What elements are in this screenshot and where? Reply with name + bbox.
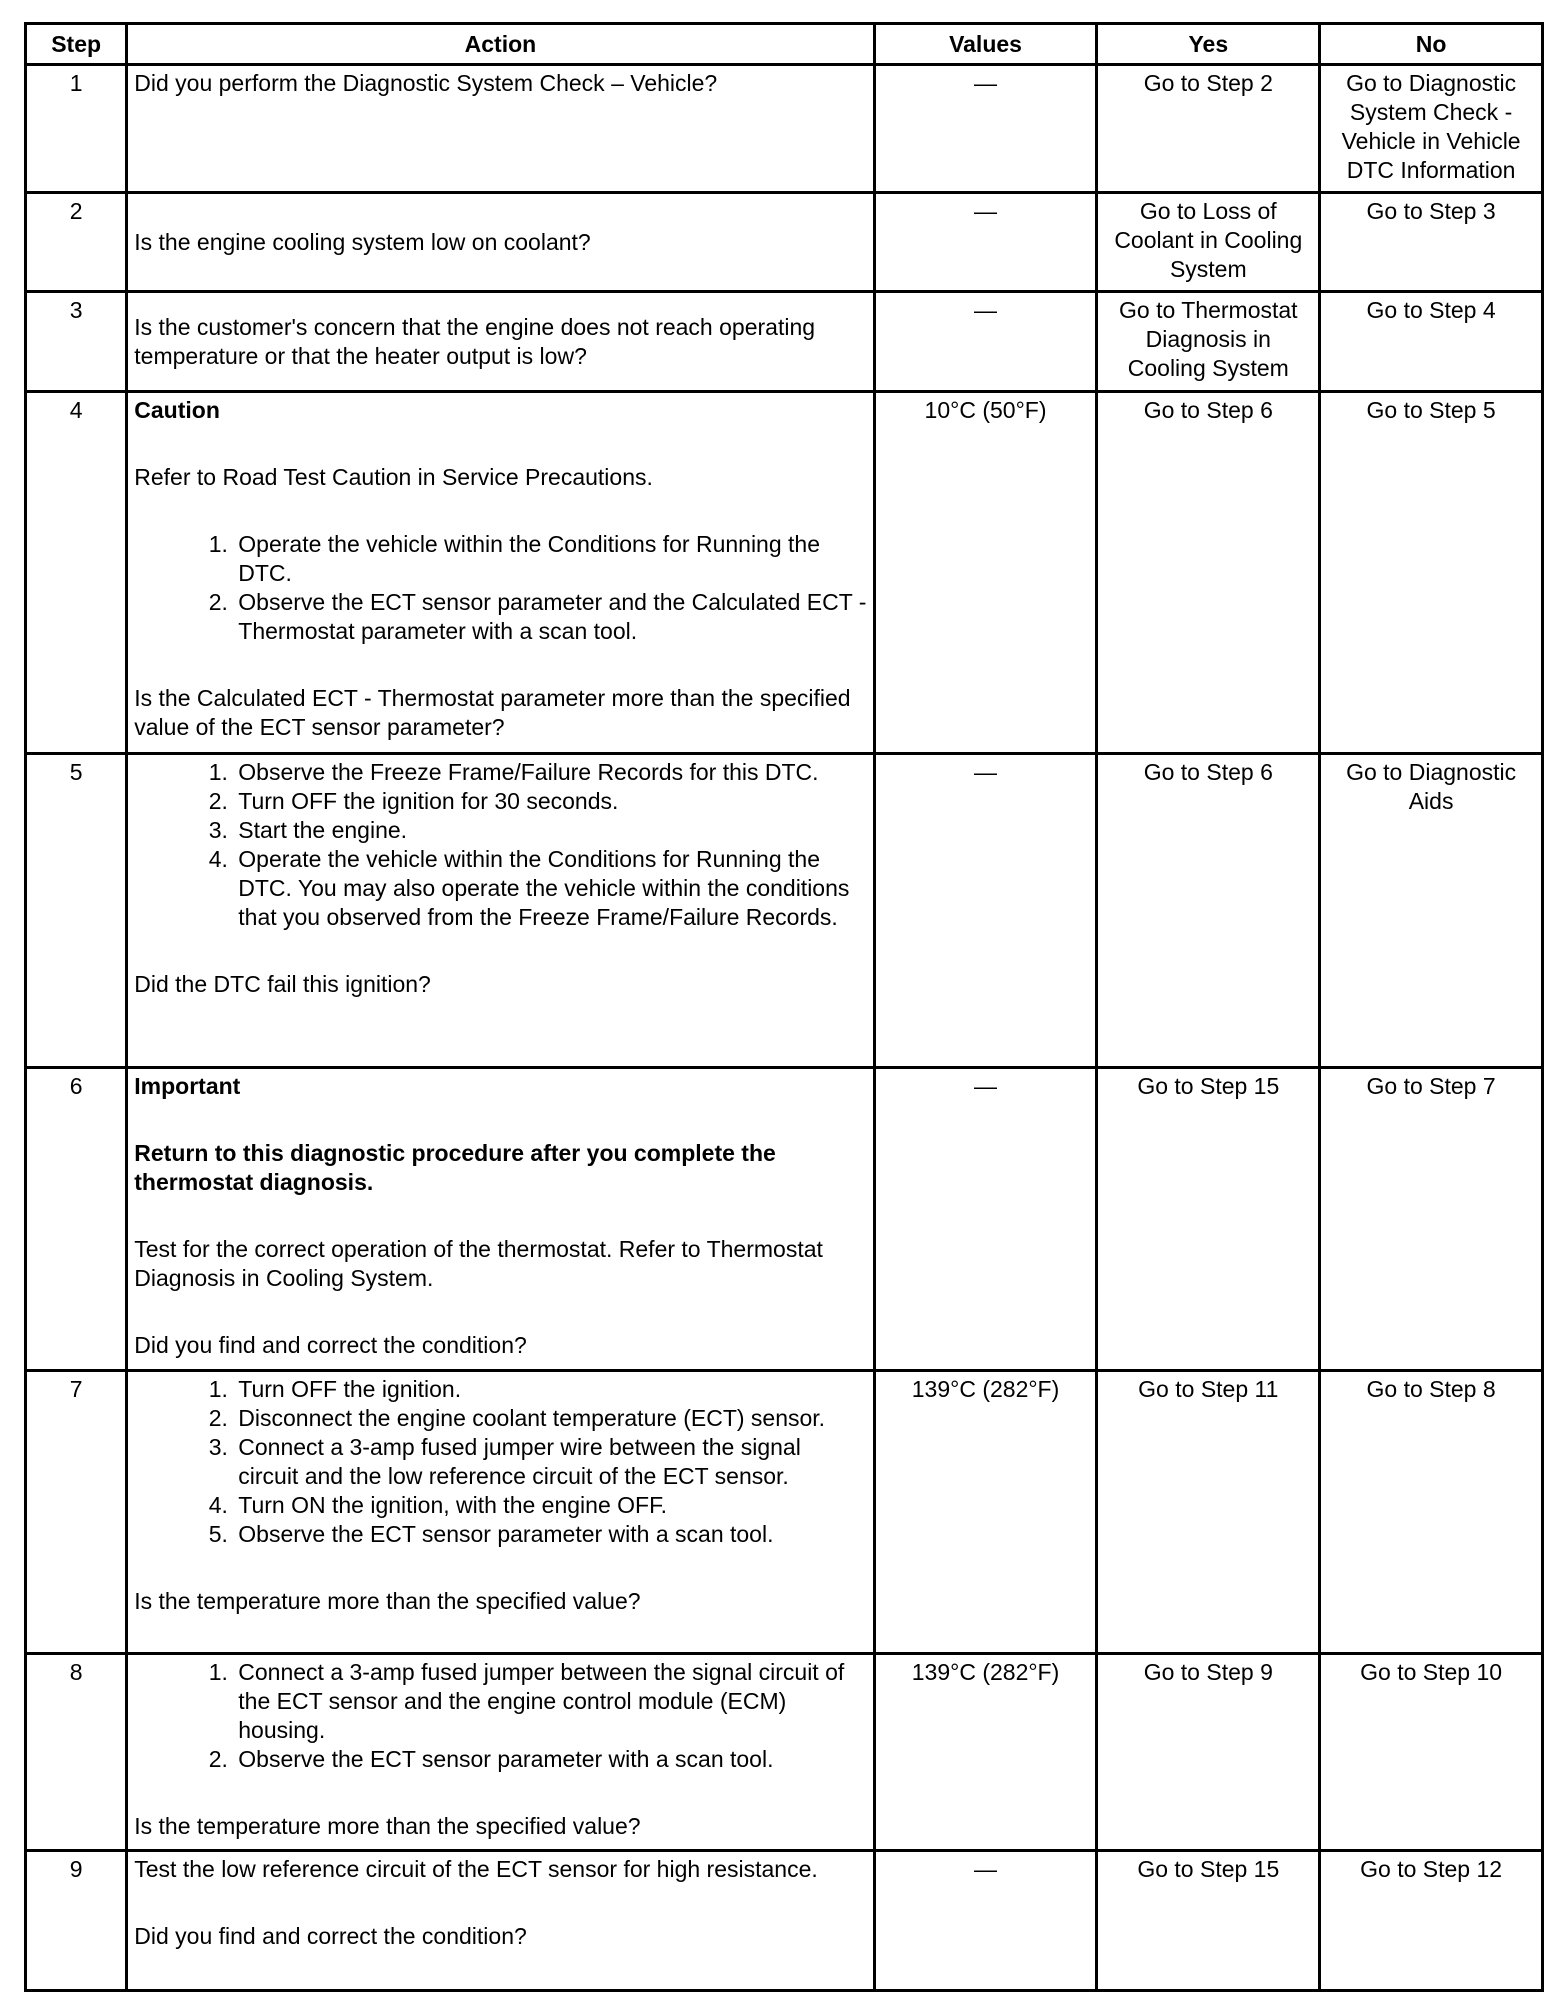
action-question: Did the DTC fail this ignition? <box>134 971 431 998</box>
yes-cell: Go to Step 6 <box>1097 754 1320 1067</box>
header-yes: Yes <box>1097 24 1320 65</box>
yes-cell: Go to Step 6 <box>1097 392 1320 754</box>
action-cell <box>127 193 874 292</box>
action-note: Test for the correct operation of the thermostat. Refer to Thermostat Diagnosis in Cooling System. <box>134 1235 823 1291</box>
no-cell: Go to Step 10 <box>1320 1654 1543 1850</box>
list-item: 2. Turn OFF the ignition for 30 seconds. <box>234 787 866 816</box>
value-cell: — <box>874 1067 1097 1370</box>
caution-heading: Caution <box>134 397 220 424</box>
table-row <box>26 392 1543 754</box>
header-step: Step <box>26 24 127 65</box>
step-list <box>134 758 866 932</box>
list-item: 4. Turn ON the ignition, with the engine OFF. <box>234 1491 866 1520</box>
action-cell <box>127 1654 874 1850</box>
table-row <box>26 1850 1543 1990</box>
important-heading: Important <box>134 1072 241 1099</box>
action-question: Is the customer's concern that the engine does not reach operating temperature or that the heater output is low? <box>134 313 816 369</box>
yes-cell: Go to Loss of Coolant in Cooling System <box>1097 193 1320 292</box>
no-cell: Go to Step 3 <box>1320 193 1543 292</box>
action-cell <box>127 754 874 1067</box>
step-list <box>134 530 866 646</box>
action-question: Is the Calculated ECT - Thermostat parameter more than the specified value of the ECT sensor parameter? <box>134 685 851 741</box>
action-question: Is the temperature more than the specified value? <box>134 1587 641 1614</box>
yes-cell: Go to Step 15 <box>1097 1067 1320 1370</box>
value-cell: — <box>874 65 1097 193</box>
list-item: 1. Operate the vehicle within the Conditions for Running the DTC. <box>234 530 866 588</box>
step-number: 2 <box>26 193 127 292</box>
step-number: 4 <box>26 392 127 754</box>
action-cell <box>127 292 874 392</box>
action-question: Did you find and correct the condition? <box>134 1922 527 1949</box>
value-cell: — <box>874 292 1097 392</box>
header-values: Values <box>874 24 1097 65</box>
action-question: Is the engine cooling system low on coolant? <box>134 228 591 255</box>
no-cell: Go to Step 7 <box>1320 1067 1543 1370</box>
value-cell: 139°C (282°F) <box>874 1654 1097 1850</box>
no-cell: Go to Step 4 <box>1320 292 1543 392</box>
action-cell <box>127 392 874 754</box>
action-note: Test the low reference circuit of the ECT sensor for high resistance. <box>134 1855 818 1882</box>
header-no: No <box>1320 24 1543 65</box>
no-cell: Go to Step 12 <box>1320 1850 1543 1990</box>
action-question: Is the temperature more than the specified value? <box>134 1813 641 1840</box>
value-cell: — <box>874 193 1097 292</box>
table-row <box>26 1654 1543 1850</box>
action-cell <box>127 1067 874 1370</box>
important-note: Return to this diagnostic procedure after you complete the thermostat diagnosis. <box>134 1139 776 1195</box>
list-item: 2. Observe the ECT sensor parameter with a scan tool. <box>234 1745 866 1774</box>
yes-cell: Go to Step 9 <box>1097 1654 1320 1850</box>
value-cell: 10°C (50°F) <box>874 392 1097 754</box>
list-item: 2. Disconnect the engine coolant temperature (ECT) sensor. <box>234 1404 866 1433</box>
table-row <box>26 1370 1543 1653</box>
list-item: 1. Turn OFF the ignition. <box>234 1375 866 1404</box>
table-row <box>26 1067 1543 1370</box>
step-number: 5 <box>26 754 127 1067</box>
caution-note: Refer to Road Test Caution in Service Precautions. <box>134 464 653 491</box>
no-cell: Go to Step 5 <box>1320 392 1543 754</box>
step-number: 7 <box>26 1370 127 1653</box>
step-number: 6 <box>26 1067 127 1370</box>
table-row <box>26 65 1543 193</box>
yes-cell: Go to Step 15 <box>1097 1850 1320 1990</box>
action-question: Did you find and correct the condition? <box>134 1331 527 1358</box>
diagnostic-table <box>24 22 1544 1992</box>
step-number: 3 <box>26 292 127 392</box>
list-item: 3. Connect a 3-amp fused jumper wire between the signal circuit and the low reference circuit of the ECT sensor. <box>234 1433 866 1491</box>
list-item: 3. Start the engine. <box>234 816 866 845</box>
step-number: 9 <box>26 1850 127 1990</box>
value-cell: — <box>874 1850 1097 1990</box>
no-cell: Go to Diagnostic Aids <box>1320 754 1543 1067</box>
yes-cell: Go to Step 11 <box>1097 1370 1320 1653</box>
table-row <box>26 193 1543 292</box>
header-action: Action <box>127 24 874 65</box>
action-cell <box>127 65 874 193</box>
action-question: Did you perform the Diagnostic System Check – Vehicle? <box>134 70 718 96</box>
action-cell <box>127 1850 874 1990</box>
action-cell <box>127 1370 874 1653</box>
list-item: 1. Observe the Freeze Frame/Failure Records for this DTC. <box>234 758 866 787</box>
yes-cell: Go to Thermostat Diagnosis in Cooling System <box>1097 292 1320 392</box>
no-cell: Go to Step 8 <box>1320 1370 1543 1653</box>
step-list <box>134 1375 866 1549</box>
yes-cell: Go to Step 2 <box>1097 65 1320 193</box>
table-row <box>26 754 1543 1067</box>
value-cell: — <box>874 754 1097 1067</box>
step-list <box>134 1658 866 1774</box>
list-item: 1. Connect a 3-amp fused jumper between the signal circuit of the ECT sensor and the engine control module (ECM) housing. <box>234 1658 866 1745</box>
step-number: 1 <box>26 65 127 193</box>
table-row <box>26 292 1543 392</box>
header-row <box>26 24 1543 65</box>
list-item: 4. Operate the vehicle within the Conditions for Running the DTC. You may also operate the vehicle within the conditions that you observed from the Freeze Frame/Failure Records. <box>234 845 866 932</box>
value-cell: 139°C (282°F) <box>874 1370 1097 1653</box>
no-cell: Go to Diagnostic System Check - Vehicle in Vehicle DTC Information <box>1320 65 1543 193</box>
list-item: 5. Observe the ECT sensor parameter with a scan tool. <box>234 1520 866 1549</box>
step-number: 8 <box>26 1654 127 1850</box>
list-item: 2. Observe the ECT sensor parameter and the Calculated ECT - Thermostat parameter with a scan tool. <box>234 588 866 646</box>
